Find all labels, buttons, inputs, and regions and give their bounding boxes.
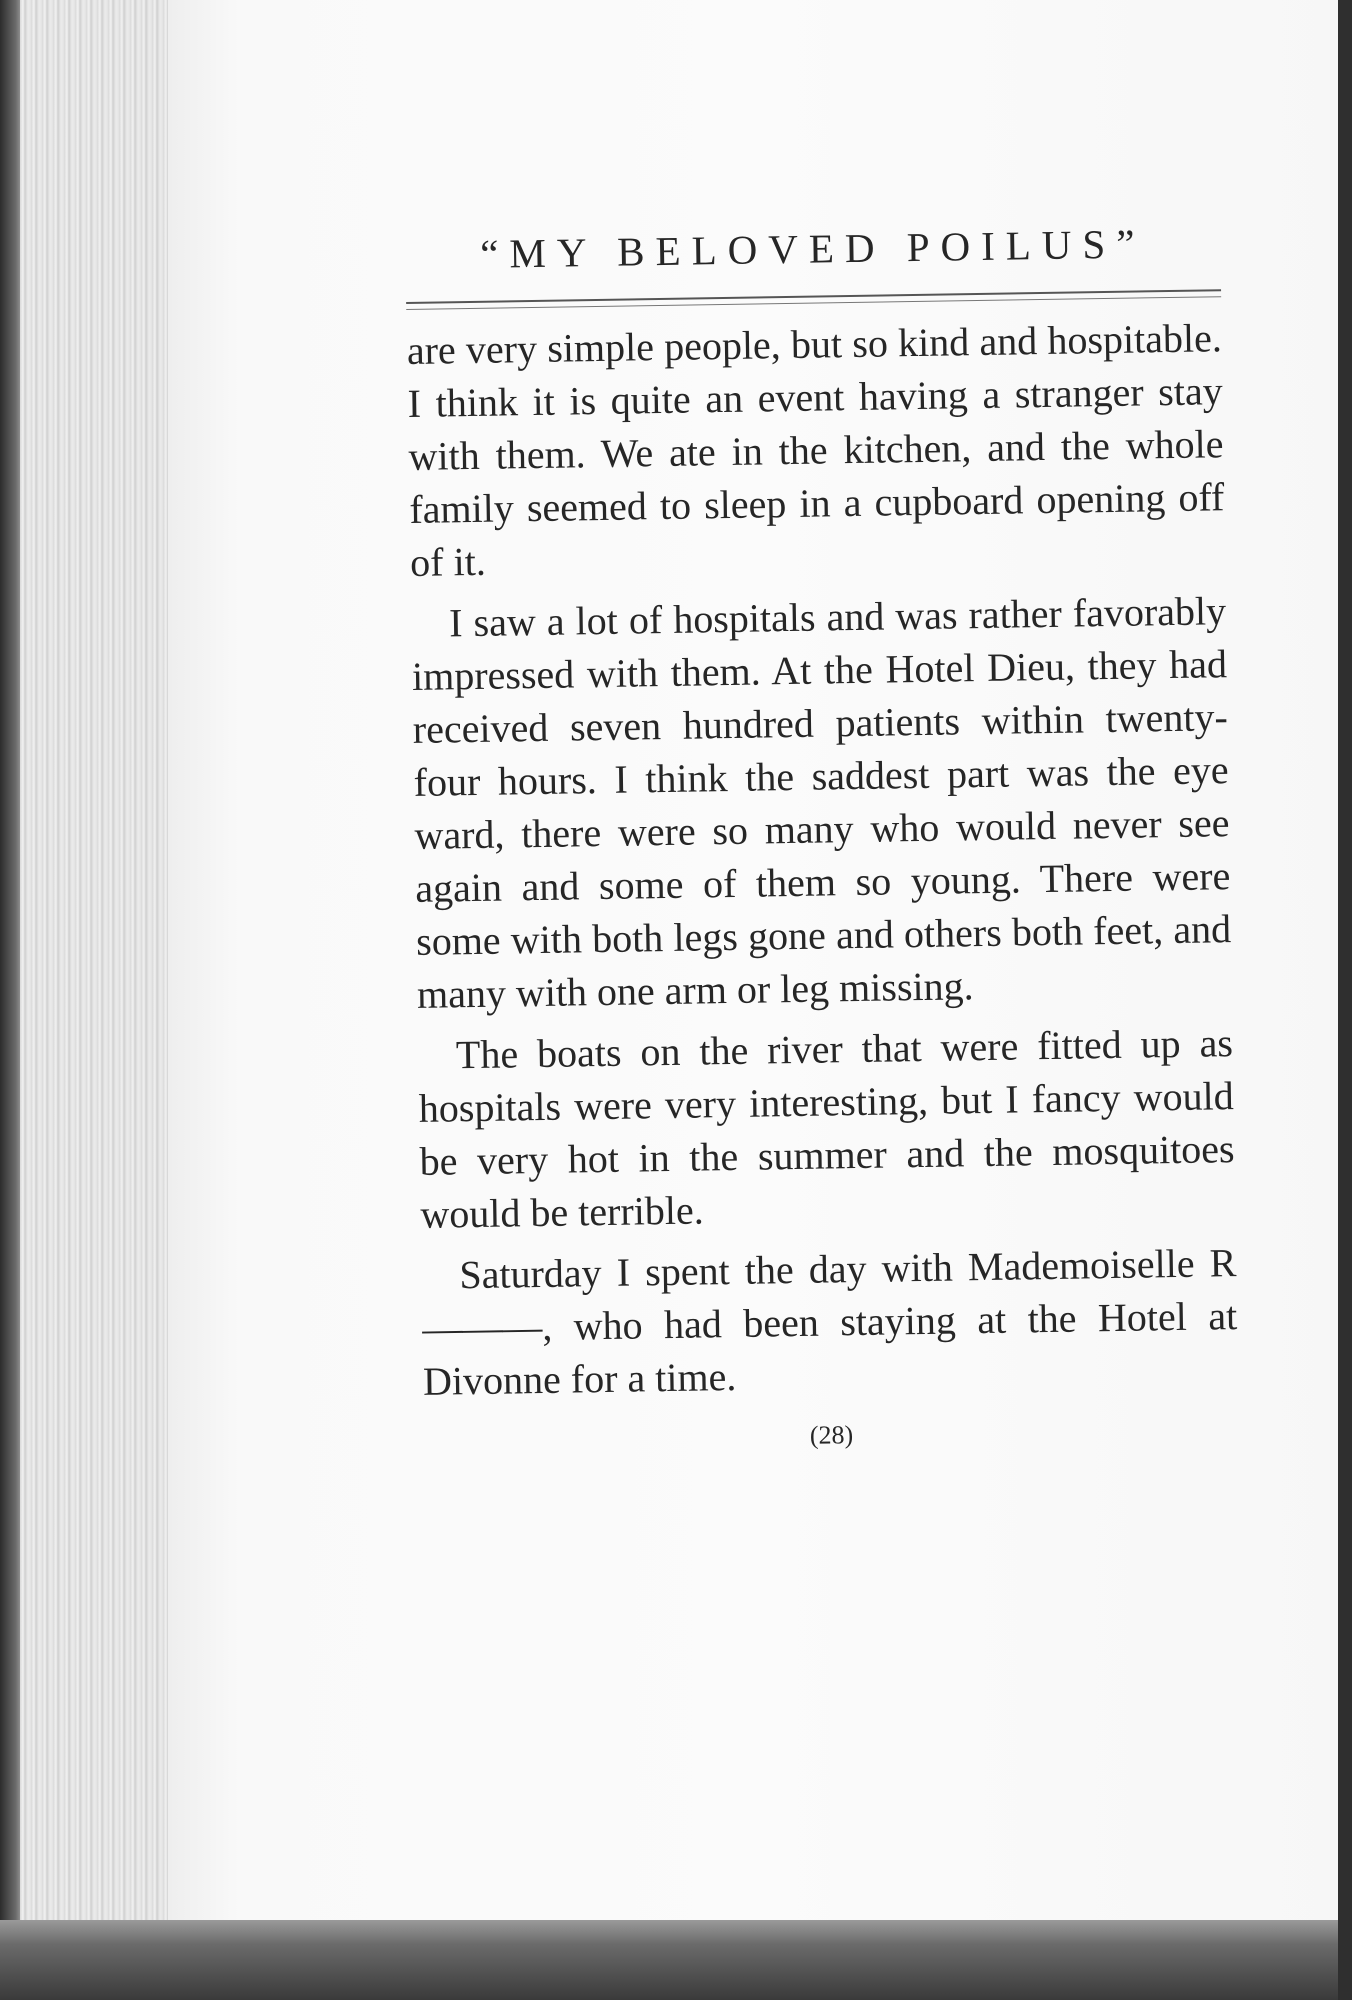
- page-edges: [20, 0, 180, 1920]
- running-head: “MY BELOVED POILUS”: [479, 220, 1146, 277]
- paragraph-1: are very simple people, but so kind and hospitable. I think it is quite an event having a stranger stay with them. We ate in the kitchen, and the whole family seemed to sleep in a cupboard opening off of it.: [406, 315, 1225, 585]
- body-text: [406, 311, 1238, 1408]
- page-content: [405, 217, 1239, 1458]
- page-number: (28): [809, 1420, 854, 1450]
- scan-right-edge: [1338, 0, 1352, 2000]
- scan-bottom-edge: [0, 1920, 1352, 2000]
- paragraph-3: The boats on the river that were fitted up as hospitals were very interesting, but I fancy would be very hot in the summer and the mosquitoes would be terrible.: [418, 1020, 1235, 1237]
- paragraph-4: Saturday I spent the day with Mademoiselle R———, who had been staying at the Hotel at Divonne for a time.: [421, 1240, 1238, 1404]
- header-rule: [406, 289, 1221, 310]
- paragraph-2: I saw a lot of hospitals and was rather favorably impressed with them. At the Hotel Dieu, they had received seven hundred patients within twenty-four hours. I think the saddest part was the eye ward, there were so many who would never see again and some of them so young. There were some with both legs gone and others both feet, and many with one arm or leg missing.: [411, 588, 1232, 1017]
